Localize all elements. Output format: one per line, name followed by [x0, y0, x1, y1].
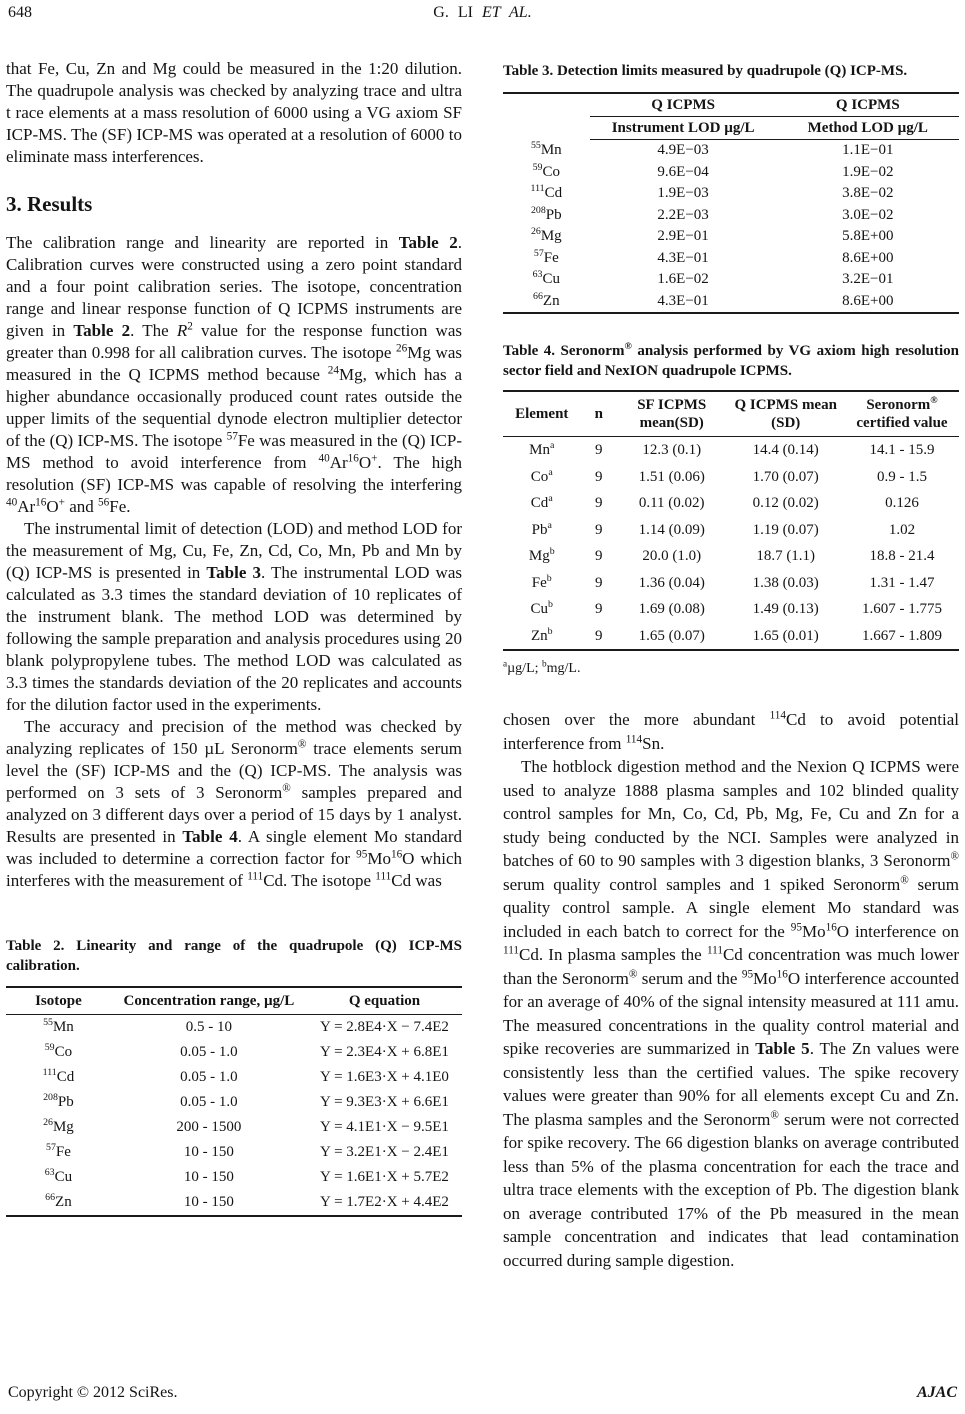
table-cell: 1.70 (0.07)	[752, 468, 819, 485]
table-cell: 1.14 (0.09)	[638, 521, 705, 538]
table-row	[503, 596, 959, 623]
table-cell: 0.126	[885, 495, 919, 511]
table-cell: $^{208}$Pb	[43, 1092, 74, 1110]
table-cell: 18.7 (1.1)	[756, 548, 816, 564]
table-cell: 4.3E−01	[657, 292, 709, 309]
table-header-cell: Concentration range, µg/L	[111, 987, 307, 1015]
table-cell: 1.69 (0.08)	[638, 601, 705, 617]
table-cell: 4.3E−01	[657, 249, 709, 266]
table-sub-header-row	[503, 117, 959, 140]
table-cell: Pb$^a$	[531, 519, 552, 538]
table-cell: Cd$^a$	[530, 493, 553, 511]
right-column	[503, 58, 959, 1272]
table2-body	[6, 1015, 462, 1217]
table3-head	[503, 93, 959, 140]
table-row	[6, 1140, 462, 1165]
table4-head	[503, 391, 959, 437]
table-row	[503, 269, 959, 291]
table-cell: 1.49 (0.13)	[752, 601, 819, 617]
page-header	[0, 4, 965, 26]
table-cell: 8.6E+00	[842, 249, 894, 266]
table-cell: 18.8 - 21.4	[869, 548, 935, 564]
copyright-text: Copyright © 2012 SciRes.	[8, 1384, 178, 1401]
table-cell: $^{57}$Fe	[533, 247, 559, 266]
table-cell: 200 - 1500	[176, 1119, 242, 1135]
table-header-cell: n	[581, 391, 617, 437]
table-cell: Mg$^b$	[528, 546, 555, 564]
table-row	[503, 291, 959, 314]
table-cell: 1.9E−03	[657, 185, 709, 201]
table-cell: $^{59}$Co	[44, 1042, 73, 1060]
table-cell: 1.667 - 1.809	[861, 627, 942, 644]
paragraph-lod: The instrumental limit of detection (LOD) and method LOD for the measurement of Mg, Cu, Fe, Zn, Cd, Co, Mn, Pb and Mn by (Q) ICP-MS is presented in Table 3. The instrumental LOD was calculated as 3.3 times the standard deviation of 10 replicates of the instrument blank. The method LOD was determined by following the sample preparation and analysis procedures using 20 blank polypropylene tubes. The method LOD was calculated as 3.3 times the standards deviation of the 20 replicates and accounts for the dilution factor used in the experiments.	[6, 519, 462, 714]
table-cell: Y = 4.1E1·X − 9.5E1	[320, 1119, 449, 1135]
table-cell: 0.05 - 1.0	[180, 1094, 238, 1110]
table-cell: Y = 1.7E2·X + 4.4E2	[320, 1194, 449, 1210]
table-cell: 2.9E−01	[657, 228, 709, 244]
table-cell: Y = 2.3E4·X + 6.8E1	[320, 1044, 449, 1060]
table-cell: $^{57}$Fe	[46, 1142, 71, 1160]
table-row	[503, 543, 959, 570]
table-row	[503, 226, 959, 248]
table-cell: Cu$^b$	[530, 599, 553, 617]
table-cell: 10 - 150	[183, 1144, 234, 1160]
table-cell: 0.9 - 1.5	[876, 468, 927, 485]
table-header-row	[503, 391, 959, 437]
table-cell: 3.8E−02	[842, 185, 894, 201]
table-cell: 9	[595, 495, 603, 511]
table-header-cell: Q ICPMS mean (SD)	[726, 391, 845, 437]
table-cell: 9	[595, 548, 603, 564]
table-cell: 1.1E−01	[842, 142, 894, 158]
table-cell: $^{63}$Cu	[44, 1167, 73, 1185]
table-row	[503, 623, 959, 651]
left-column	[6, 58, 462, 1272]
table-header-cell: SF ICPMS mean(SD)	[617, 391, 726, 437]
table4-caption: Table 4. Seronorm® analysis performed by VG axiom high resolution sector field and NexION quadrupole ICPMS.	[503, 341, 959, 379]
table-cell: 1.19 (0.07)	[752, 521, 819, 538]
table-cell: 5.8E+00	[842, 228, 894, 244]
table-cell: 1.65 (0.07)	[638, 627, 705, 644]
empty-header-cell	[503, 93, 590, 117]
two-column-body	[6, 58, 959, 1272]
table4-seronorm-analysis	[503, 390, 959, 651]
table-header-cell: Q equation	[307, 987, 462, 1015]
table-header-row	[6, 987, 462, 1015]
table-cell: 4.9E−03	[657, 142, 709, 158]
table-row	[503, 570, 959, 597]
table-header-cell: Element	[503, 391, 581, 437]
table-cell: 10 - 150	[183, 1194, 234, 1210]
table-row	[6, 1015, 462, 1041]
table-cell: 2.2E−03	[657, 206, 709, 223]
table3-body	[503, 140, 959, 314]
table-cell: Zn$^b$	[530, 625, 553, 644]
journal-abbreviation: AJAC	[916, 1384, 957, 1401]
table-cell: 14.4 (0.14)	[752, 442, 819, 458]
table-cell: 0.05 - 1.0	[180, 1044, 238, 1060]
table-row	[503, 162, 959, 184]
table2-caption: Table 2. Linearity and range of the quadrupole (Q) ICP-MS calibration.	[6, 938, 462, 974]
running-head: G. LI ET AL.	[433, 4, 532, 21]
table-cell: 9.6E−04	[657, 163, 709, 180]
table-cell: 20.0 (1.0)	[642, 548, 702, 564]
table-cell: Y = 3.2E1·X − 2.4E1	[320, 1144, 449, 1160]
table-cell: 3.0E−02	[842, 206, 894, 223]
table-header-cell: Instrument LOD µg/L	[590, 117, 777, 140]
table-header-cell: Isotope	[6, 987, 111, 1015]
table-cell: Mn$^a$	[529, 440, 555, 458]
table3-detection-limits	[503, 92, 959, 314]
paragraph-accuracy: The accuracy and precision of the method was checked by analyzing replicates of 150 µL Seronorm® trace elements serum level the (SF) ICP-MS and the (Q) ICP-MS. The analysis was performed on 3 sets of 3 Seronorm® samples prepared and analyzed on 3 different days over a period of 15 days by 1 analyst. Results are presented in Table 4. A single element Mo standard was included to determine a correction factor for $^{95}$Mo$^{16}$O which interferes with the measurement of $^{111}$Cd. The isotope $^{111}$Cd was	[6, 717, 462, 890]
table-header-cell: Q ICPMS	[590, 93, 777, 117]
table-cell: $^{208}$Pb	[530, 204, 562, 223]
table-row	[503, 183, 959, 205]
table-cell: 0.05 - 1.0	[180, 1069, 238, 1085]
table-cell: 14.1 - 15.9	[869, 442, 935, 458]
table-cell: 1.31 - 1.47	[869, 574, 935, 591]
table-cell: $^{66}$Zn	[533, 290, 560, 309]
paragraph-cd-isotope: chosen over the more abundant $^{114}$Cd to avoid potential interference from $^{114}$Sn.	[503, 709, 959, 753]
table-cell: 9	[595, 521, 603, 538]
paragraph-hotblock: The hotblock digestion method and the Nexion Q ICPMS were used to analyze 1888 plasma samples and 102 blinded quality control samples for Mn, Co, Cd, Pb, Mg, Fe, Cu and Zn for a study being conducted by the NCI. Samples were analyzed in batches of 60 to 90 samples with 3 digestion blanks, 3 Seronorm® serum quality control samples and 1 spiked Seronorm® serum quality control sample. A single element Mo standard was included in each batch to correct for the $^{95}$Mo$^{16}$O interference on $^{111}$Cd. In plasma samples the $^{111}$Cd concentration was much lower than the Seronorm® serum and the $^{95}$Mo$^{16}$O interference accounted for an average of 40% of the signal intensity measured at 111 amu. The measured concentrations in the quality control material and spike recoveries are summarized in Table 5. The Zn values were consistently less than the certified values. The spike recovery values were greater than 90% for all elements except Cu and Zn. The plasma samples and the Seronorm® serum were not corrected for spike recovery. The 66 digestion blanks on average contributed less than 5% of the plasma concentration for each the trace and ultra trace elements with the exception of Pb. The digestion blank on average contributed 17% of the Pb measured in the mean sample concentration and indicates that lead contamination occurred during sample digestion.	[503, 757, 960, 1270]
paragraph-dilution: that Fe, Cu, Zn and Mg could be measured in the 1:20 dilution. The quadrupole analysis was checked by analyzing trace and ultra t race elements at a mass resolution of 6000 using a VG axiom SF ICP-MS. The (SF) ICP-MS was operated at a resolution of 6000 to eliminate mass interferences.	[6, 59, 462, 166]
table-cell: 10 - 150	[183, 1169, 234, 1185]
table-cell: $^{59}$Co	[532, 161, 560, 180]
table-cell: $^{111}$Cd	[530, 183, 563, 201]
table-cell: Co$^a$	[530, 466, 553, 485]
table-cell: 9	[595, 468, 603, 485]
table-cell: $^{63}$Cu	[532, 269, 560, 287]
table-cell: Y = 9.3E3·X + 6.6E1	[320, 1094, 449, 1110]
table4-footnote: $^a$µg/L; $^b$mg/L.	[503, 658, 581, 676]
empty-header-cell	[503, 117, 590, 140]
table-cell: $^{111}$Cd	[42, 1067, 75, 1085]
table-cell: 3.2E−01	[842, 271, 894, 287]
table-cell: 1.36 (0.04)	[638, 574, 705, 591]
table-cell: 1.9E−02	[842, 163, 894, 180]
table-row	[6, 1165, 462, 1190]
table-cell: 0.11 (0.02)	[638, 495, 705, 511]
paragraph-calibration: The calibration range and linearity are reported in Table 2. Calibration curves were constructed using a zero point standard and a four point calibration series. The isotope, concentration range and linear response function of Q ICPMS instruments are given in Table 2. The $R^2$ value for the response function was greater than 0.998 for all calibration curves. The isotope $^{26}$Mg was measured in the Q ICPMS method because $^{24}$Mg, which has a higher abundance occasionally produced count rates outside the upper limits of the sequential dynode electron multiplier detector of the (Q) ICP-MS. The isotope $^{57}$Fe was measured in the (Q) ICP-MS method to avoid interference from $^{40}$Ar$^{16}$O+. The high resolution (SF) ICP-MS was capable of resolving the interfering $^{40}$Ar$^{16}$O+ and $^{56}$Fe.	[6, 233, 462, 516]
table-row	[6, 1040, 462, 1065]
table-cell: 1.6E−02	[657, 271, 709, 287]
table-row	[503, 140, 959, 162]
table-cell: 1.607 - 1.775	[861, 601, 942, 617]
table-cell: 1.65 (0.01)	[752, 627, 819, 644]
table-cell: 8.6E+00	[842, 292, 894, 309]
table-row	[6, 1065, 462, 1090]
table-cell: 9	[595, 601, 603, 617]
section-heading-results: 3. Results	[6, 192, 93, 216]
table-cell: 9	[595, 627, 603, 644]
table-row	[6, 1115, 462, 1140]
table-row	[503, 517, 959, 544]
table-header-cell: Seronorm® certified value	[845, 391, 959, 437]
table-header-cell: Method LOD µg/L	[777, 117, 959, 140]
table-cell: 9	[595, 442, 603, 458]
table-row	[503, 490, 959, 517]
table-row	[503, 205, 959, 227]
table-cell: Y = 2.8E4·X − 7.4E2	[320, 1019, 449, 1035]
page-number: 648	[8, 4, 32, 21]
table2-linearity-range	[6, 986, 462, 1217]
table-header-cell: Q ICPMS	[777, 93, 959, 117]
table2-head	[6, 987, 462, 1015]
table-cell: 0.12 (0.02)	[752, 495, 819, 511]
table-cell: 0.5 - 10	[185, 1019, 233, 1035]
table-group-header-row	[503, 93, 959, 117]
table4-body	[503, 437, 959, 651]
table-cell: 12.3 (0.1)	[642, 442, 702, 458]
table-row	[6, 1190, 462, 1216]
table3-caption: Table 3. Detection limits measured by quadrupole (Q) ICP-MS.	[503, 63, 908, 79]
table-cell: 9	[595, 574, 603, 591]
table-cell: Fe$^b$	[531, 572, 552, 591]
table-row	[6, 1090, 462, 1115]
table-cell: Y = 1.6E3·X + 4.1E0	[320, 1069, 449, 1085]
table-row	[503, 464, 959, 491]
table-cell: 1.51 (0.06)	[638, 468, 705, 485]
table-cell: 1.38 (0.03)	[752, 574, 819, 591]
table-cell: $^{66}$Zn	[45, 1192, 72, 1210]
table-row	[503, 437, 959, 464]
table-cell: Y = 1.6E1·X + 5.7E2	[320, 1169, 449, 1185]
page-footer	[8, 1384, 957, 1404]
table-cell: 1.02	[888, 521, 916, 538]
table-cell: $^{55}$Mn	[530, 139, 562, 158]
table-cell: $^{26}$Mg	[43, 1117, 74, 1135]
table-cell: $^{55}$Mn	[43, 1017, 74, 1035]
table-cell: $^{26}$Mg	[530, 226, 562, 244]
table-row	[503, 248, 959, 270]
